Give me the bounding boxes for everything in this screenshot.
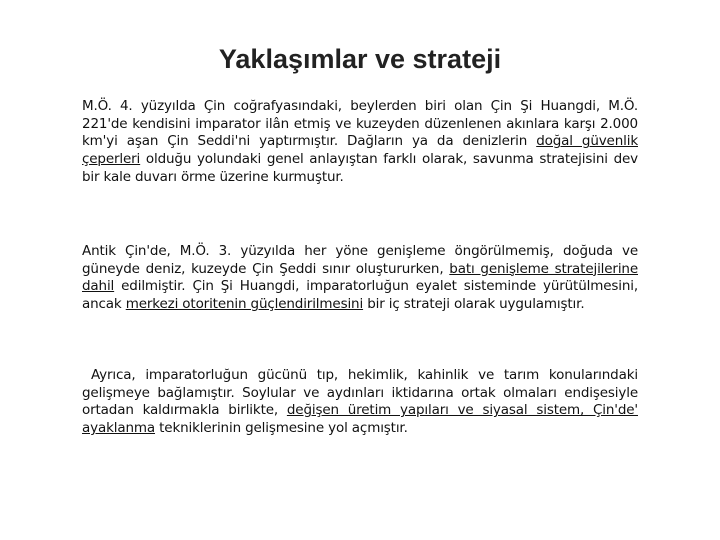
slide-title: Yaklaşımlar ve strateji bbox=[218, 44, 502, 74]
paragraph-3-underlined-phrase: değişen üretim yapıları ve siyasal sistem, Çin'de' ayaklanma bbox=[82, 402, 638, 437]
paragraph-3 bbox=[82, 367, 638, 438]
paragraph-3-segment: tekniklerinin gelişmesine yol açmıştır. bbox=[155, 420, 408, 437]
paragraph-1-underlined-phrase: doğal güvenlik çeperleri bbox=[82, 133, 638, 168]
paragraph-1-segment: M.Ö. 4. yüzyılda Çin coğrafyasındaki, beylerden biri olan Çin Şi Huangdi, M.Ö. 221'de kendisini imparator ilân etmiş ve kuzeyden düzenlenen akınlara karşı 2.000 km'yi aşan Çin Seddi'ni yaptırmıştır. Dağların ya da denizlerin bbox=[82, 98, 638, 150]
paragraph-1-segment: olduğu yolundaki genel anlayıştan farklı olarak, savunma stratejisini dev bir kale duvarı örme üzerine kurmuştur. bbox=[82, 151, 638, 185]
paragraph-2-underlined-phrase: batı genişleme stratejilerine dahil bbox=[82, 260, 638, 295]
paragraph-2-segment: edilmiştir. Çin Şi Huangdi, imparatorluğun eyalet sisteminde yürütülmesini, ancak bbox=[82, 278, 638, 313]
paragraph-2-segment: bir iç strateji olarak uygulamıştır. bbox=[363, 296, 585, 313]
paragraph-1 bbox=[82, 98, 638, 187]
paragraph-2-underlined-phrase: merkezi otoritenin güçlendirilmesini bbox=[125, 296, 364, 313]
paragraph-2-segment: Antik Çin'de, M.Ö. 3. yüzyılda her yöne genişleme öngörülmemiş, doğuda ve güneyde deniz, kuzeyde Çin Şeddi sınır oluştururken, bbox=[82, 243, 638, 277]
paragraph-2 bbox=[82, 243, 638, 314]
paragraph-3-segment: Ayrıca, imparatorluğun gücünü tıp, hekimlik, kahinlik ve tarım konularındaki gelişmeye bağlamıştır. Soylular ve aydınları iktidarına ortak olmaları endişesiyle ortadan kaldırmakla birlikte, bbox=[82, 367, 638, 419]
